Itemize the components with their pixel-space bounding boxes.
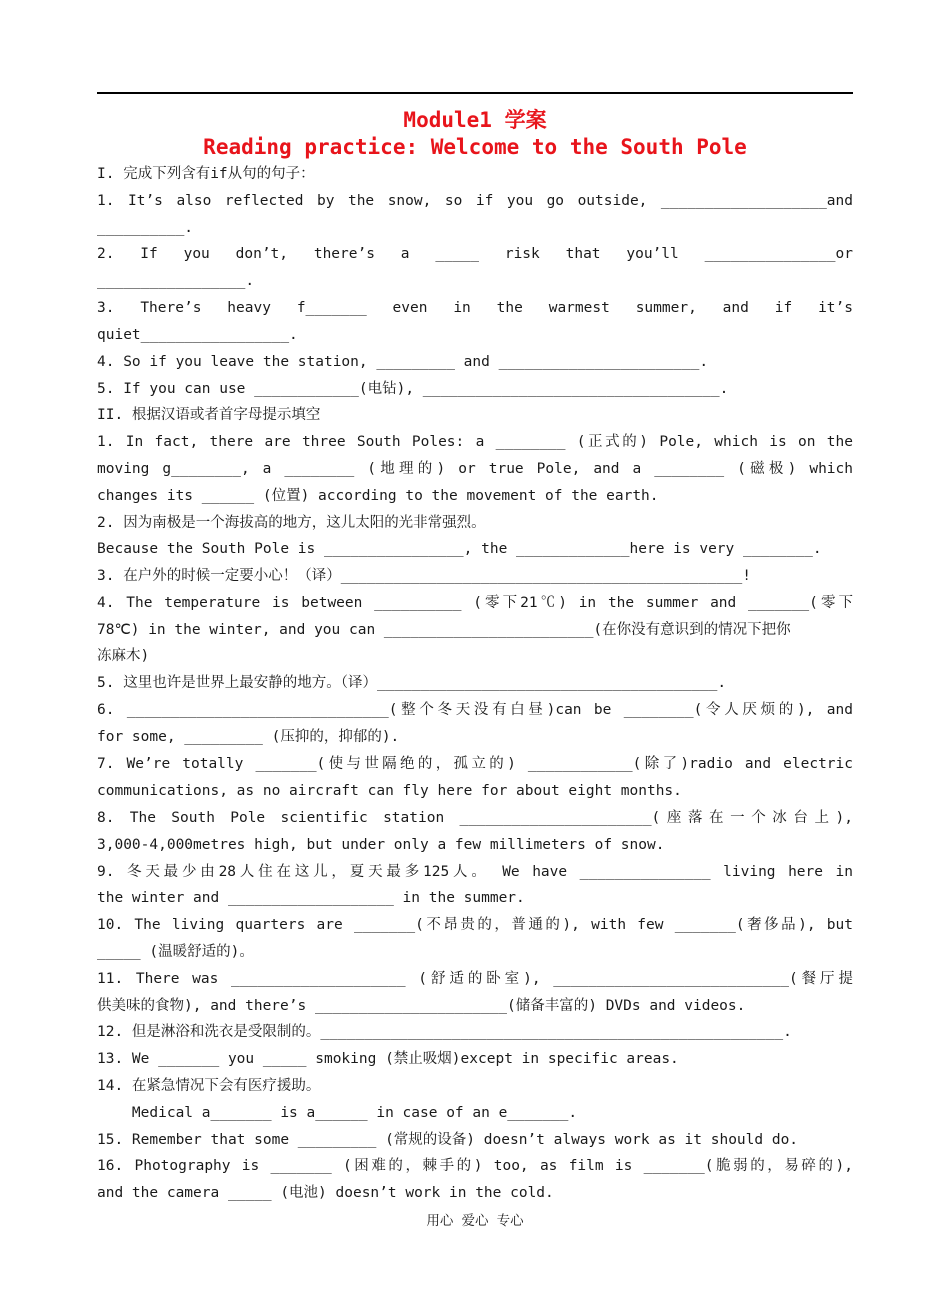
- text-line: 11. There was ____________________ (舒适的卧室), ___________________________(餐厅提: [97, 971, 853, 987]
- text-line: Because the South Pole is ________________, the _____________here is very ________.: [97, 541, 822, 557]
- text-line: 5. If you can use ____________(电钻), __________________________________.: [97, 381, 729, 397]
- text-line: 3. There’s heavy f_______ even in the warmest summer, and if it’s: [97, 300, 853, 316]
- text-line: 13. We _______ you _____ smoking (禁止吸烟)except in specific areas.: [97, 1051, 679, 1067]
- text-line: 4. The temperature is between __________ (零下21℃) in the summer and _______(零下: [97, 595, 853, 611]
- text-line: for some, _________ (压抑的，抑郁的).: [97, 729, 400, 745]
- text-line: the winter and ___________________ in the summer.: [97, 890, 525, 906]
- text-line: _____ (温暖舒适的)。: [97, 944, 254, 960]
- text-line: changes its ______ (位置) according to the movement of the earth.: [97, 488, 659, 504]
- text-line: Medical a_______ is a______ in case of an e_______.: [97, 1105, 578, 1121]
- text-line: 2. If you don’t, there’s a _____ risk that you’ll _______________or: [97, 246, 853, 262]
- text-line: 供美味的食物), and there’s ______________________(储备丰富的) DVDs and videos.: [97, 998, 746, 1014]
- text-line: I. 完成下列含有if从句的句子：: [97, 166, 315, 182]
- text-line: 1. In fact, there are three South Poles: a ________ (正式的) Pole, which is on the: [97, 434, 853, 450]
- text-line: 10. The living quarters are _______(不昂贵的，普通的), with few _______(奢侈品), but: [97, 917, 853, 933]
- text-line: II. 根据汉语或者首字母提示填空: [97, 407, 321, 423]
- text-line: communications, as no aircraft can fly here for about eight months.: [97, 783, 682, 799]
- text-line: 8. The South Pole scientific station ______________________(座落在一个冰台上),: [97, 810, 853, 826]
- text-line: 冻麻木): [97, 648, 150, 664]
- text-line: 14. 在紧急情况下会有医疗援助。: [97, 1078, 321, 1094]
- text-line: _________________.: [97, 273, 255, 289]
- text-line: quiet_________________.: [97, 327, 298, 343]
- text-line: 1. It’s also reflected by the snow, so if you go outside, ___________________and: [97, 193, 853, 209]
- text-line: 9. 冬天最少由28人住在这儿，夏天最多125人。 We have _______________ living here in: [97, 864, 853, 880]
- text-line: 78℃) in the winter, and you can ________________________(在你没有意识到的情况下把你: [97, 622, 791, 638]
- text-line: 5. 这里也许是世界上最安静的地方。（译）_______________________________________.: [97, 675, 727, 691]
- text-line: 2. 因为南极是一个海拔高的地方，这儿太阳的光非常强烈。: [97, 515, 486, 531]
- text-line: __________.: [97, 220, 194, 236]
- text-line: 15. Remember that some _________ (常规的设备) doesn’t always work as it should do.: [97, 1132, 799, 1148]
- text-line: moving g________, a ________ (地理的) or true Pole, and a ________ (磁极) which: [97, 461, 853, 477]
- text-line: 3,000-4,000metres high, but under only a few millimeters of snow.: [97, 837, 665, 853]
- text-line: 16. Photography is _______ (困难的，棘手的) too, as film is _______(脆弱的，易碎的),: [97, 1158, 853, 1174]
- reading-title: Reading practice: Welcome to the South Pole: [203, 135, 747, 159]
- text-line: 6. ______________________________(整个冬天没有白昼)can be ________(令人厌烦的), and: [97, 702, 853, 718]
- text-line: 12. 但是淋浴和洗衣是受限制的。_____________________________________________________.: [97, 1024, 792, 1040]
- text-line: and the camera _____ (电池) doesn’t work in the cold.: [97, 1185, 554, 1201]
- module-title: Module1 学案: [403, 108, 547, 132]
- text-line: 4. So if you leave the station, _________ and _______________________.: [97, 354, 709, 370]
- text-line: 3. 在户外的时候一定要小心！（译）______________________________________________!: [97, 568, 751, 584]
- page-footer: 用心 爱心 专心: [426, 1213, 524, 1229]
- top-rule: [97, 92, 853, 94]
- text-line: 7. We’re totally _______(使与世隔绝的，孤立的) ____________(除了)radio and electric: [97, 756, 853, 772]
